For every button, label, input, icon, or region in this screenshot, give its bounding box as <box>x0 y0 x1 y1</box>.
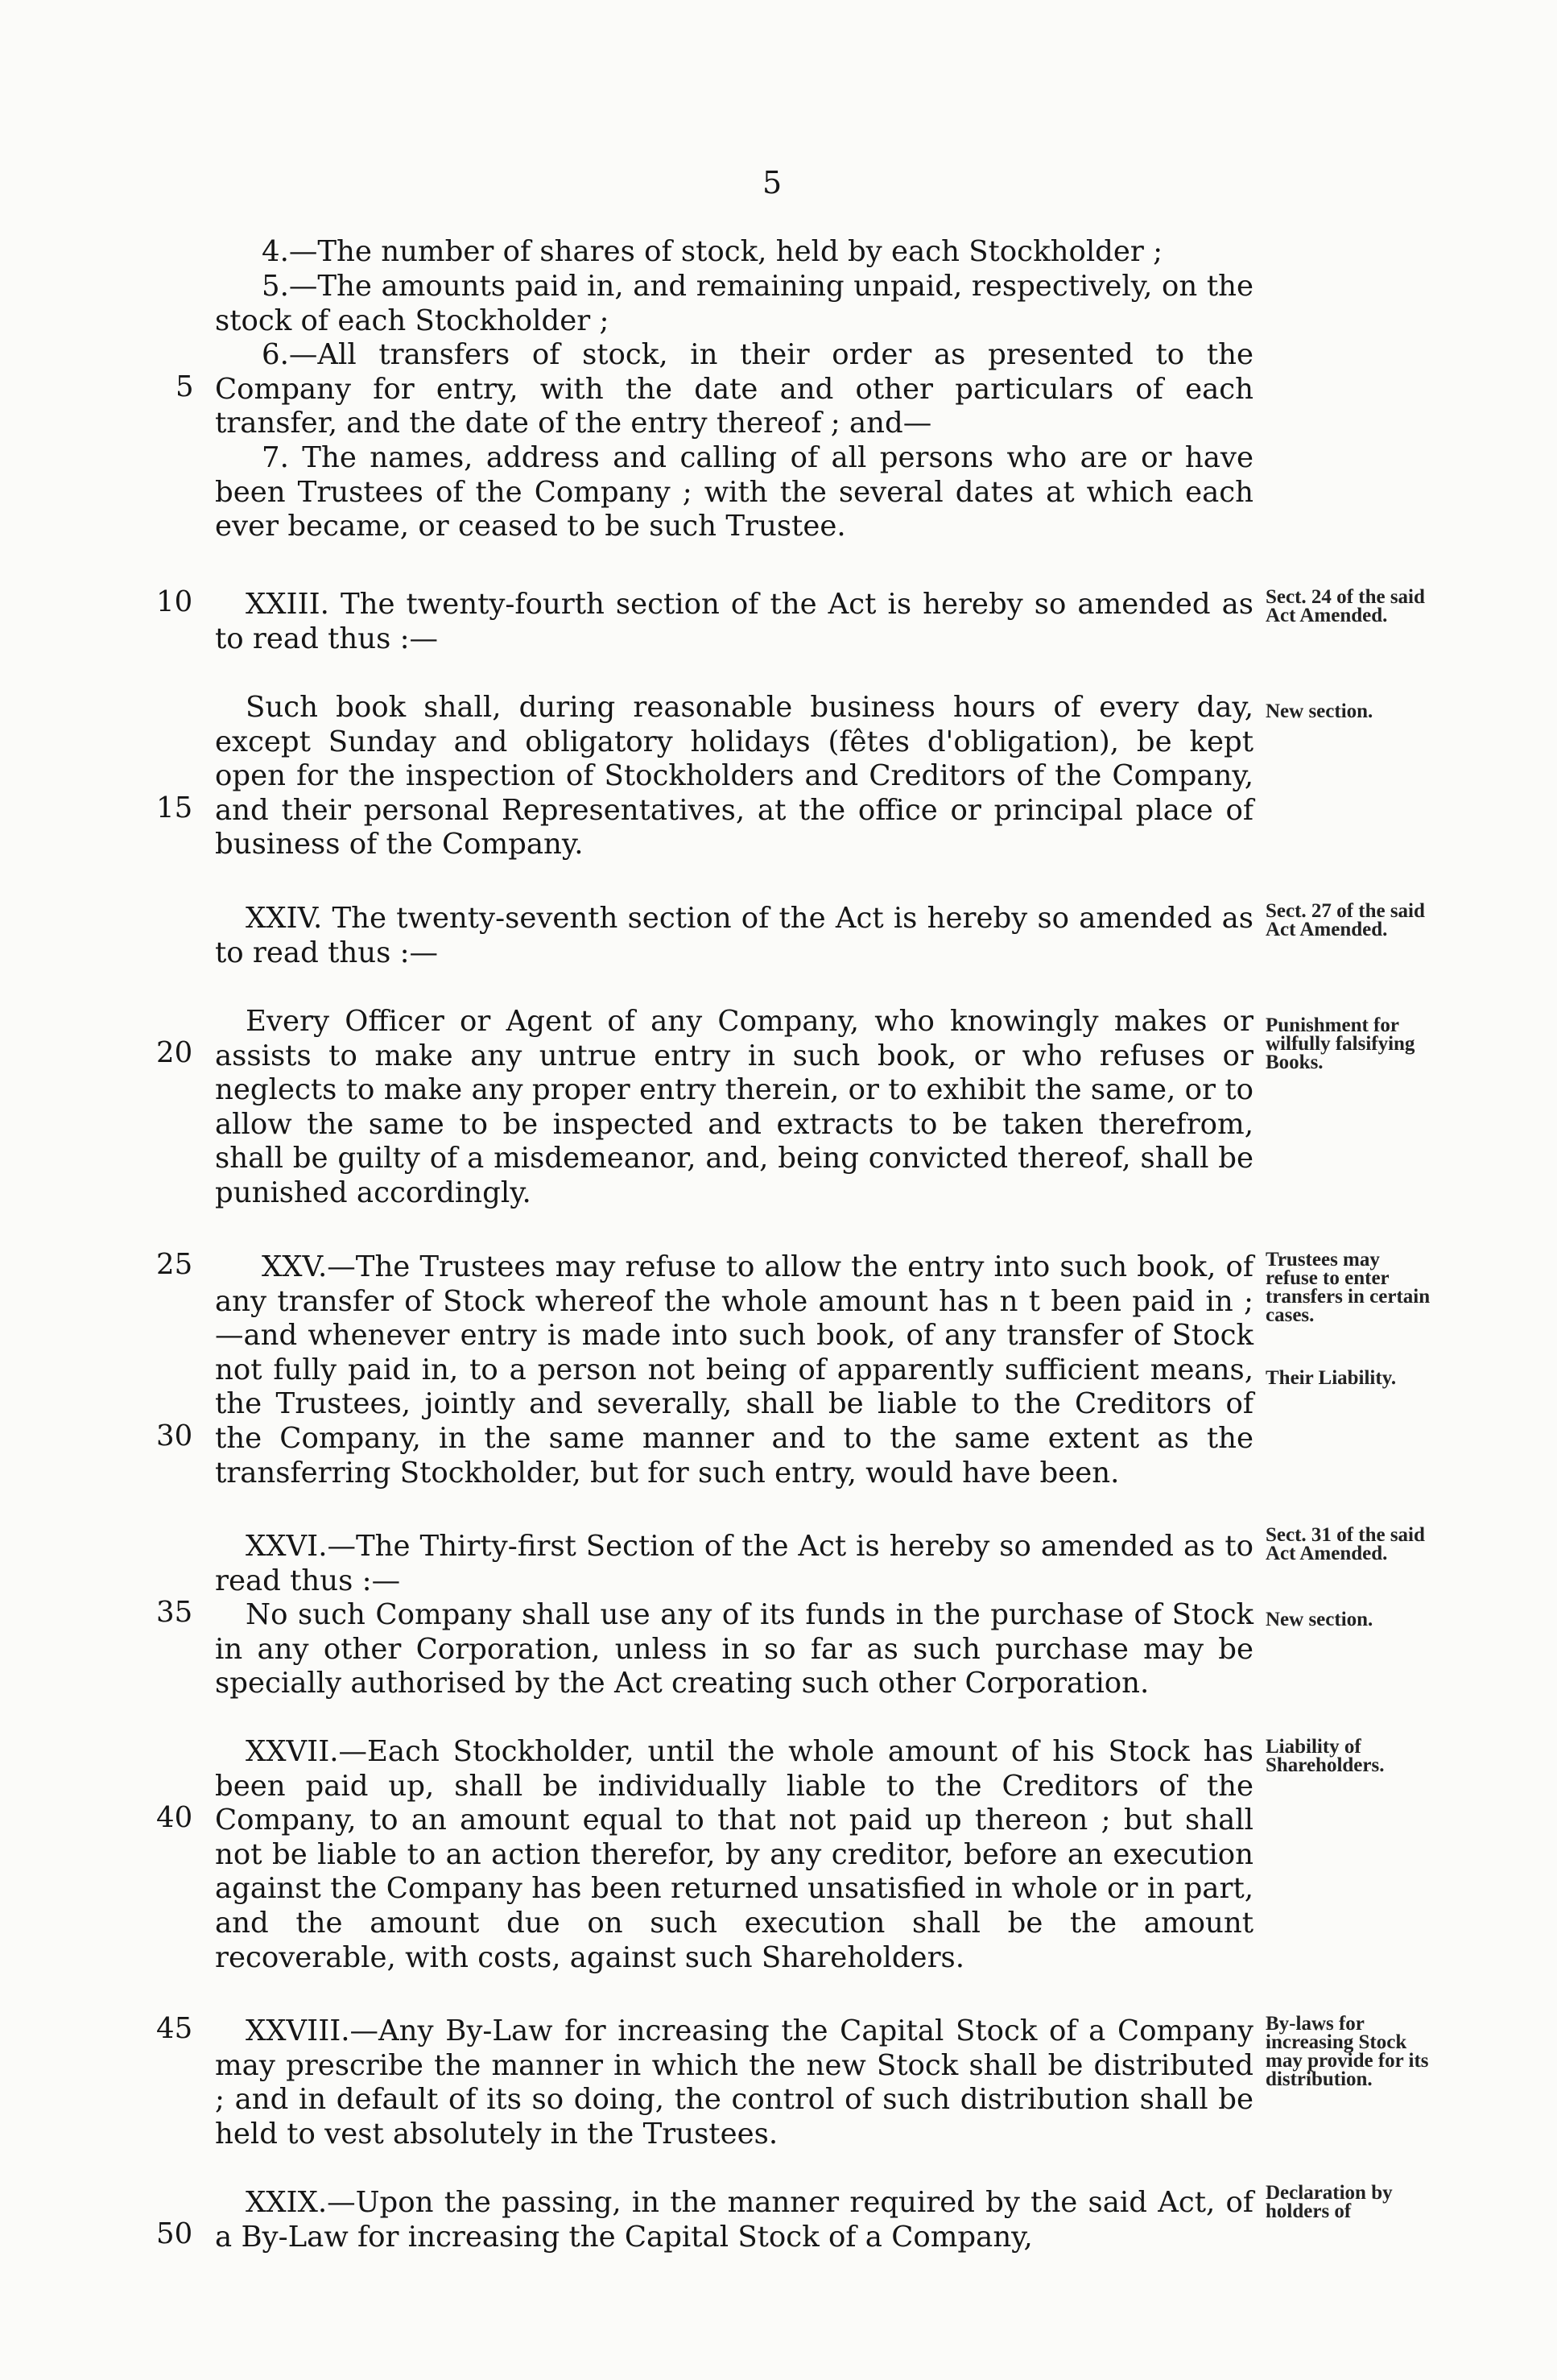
section-xxvii: XXVII.—Each Stockholder, until the whole amount of his Stock has been paid up, shall be individually liable to the Creditors of the Company, to an amount equal to that not paid up thereon ; but shall not be liable to an action therefor, by any creditor, before an execution against the Company has been returned unsatisfied in whole or in part, and the amount due on such execution shall be the amount recoverable, with costs, against such Shareholders. <box>215 1735 1253 1974</box>
section-xxiv-text: Every Officer or Agent of any Company, who knowingly makes or assists to make any untrue entry in such book, or who refuses or neglects to make any proper entry therein, or to exhibit the same, or to allow the same to be inspected and extracts to be taken therefrom, shall be guilty of a misdemeanor, and, being convicted thereof, shall be punished accordingly. <box>215 1005 1253 1209</box>
page-number: 5 <box>762 165 783 200</box>
line-number-35: 35 <box>156 1596 193 1629</box>
line-number-15: 15 <box>156 791 193 824</box>
line-number-5: 5 <box>176 370 194 403</box>
sidenote-sect-24: Sect. 24 of the said Act Amended. <box>1266 586 1425 626</box>
section-xxiv: XXIV. The twenty-seventh section of the Act is hereby so amended as to read thus :— <box>215 902 1253 969</box>
section-xxiii: XXIII. The twenty-fourth section of the Act is hereby so amended as to read thus :— <box>215 588 1253 655</box>
sidenote-trustees-may-refuse: Trustees may refuse to enter transfers in certain cases. <box>1266 1249 1431 1326</box>
section-xxv: XXV.—The Trustees may refuse to allow the entry into such book, of any transfer of Stock whereof the whole amount has n t been paid in ;—and whenever entry is made into such book, of any transfer of Stock not fully paid in, to a person not being of apparently sufficient means, the Trustees, jointly and severally, shall be liable to the Creditors of the Company, in the same manner and to the same extent as the transferring Stockholder, but for such entry, would have been. <box>215 1250 1253 1490</box>
section-xxvi-text: No such Company shall use any of its funds in the purchase of Stock in any other Corporation, unless in so far as such purchase may be specially authorised by the Act creating such other Corporation. <box>215 1598 1253 1700</box>
sidenote-sect-31: Sect. 31 of the said Act Amended. <box>1266 1524 1425 1564</box>
paragraph-item-7: 7. The names, address and calling of all persons who are or have been Trustees of the Company ; with the several dates at which each ever became, or ceased to be such Trustee. <box>215 441 1253 543</box>
line-number-10: 10 <box>156 585 193 618</box>
section-xxiii-text: Such book shall, during reasonable business hours of every day, except Sunday and obligatory holidays (fêtes d'obligation), be kept open for the inspection of Stockholders and Creditors of the Company, and their personal Representatives, at the office or principal place of business of the Company. <box>215 691 1253 862</box>
sidenote-declaration: Declaration by holders of <box>1266 2182 1393 2222</box>
line-number-30: 30 <box>156 1419 193 1452</box>
sidenote-by-laws: By-laws for increasing Stock may provide for its distribution. <box>1266 2013 1429 2090</box>
section-xxix: XXIX.—Upon the passing, in the manner required by the said Act, of a By-Law for increasing the Capital Stock of a Company, <box>215 2186 1253 2254</box>
line-number-45: 45 <box>156 2012 193 2045</box>
line-number-50: 50 <box>156 2217 193 2250</box>
sidenote-sect-27: Sect. 27 of the said Act Amended. <box>1266 900 1425 940</box>
paragraph-item-6: 6.—All transfers of stock, in their order as presented to the Company for entry, with the date and other particulars of each transfer, and the date of the entry thereof ; and— <box>215 338 1253 440</box>
line-number-25: 25 <box>156 1248 193 1281</box>
section-xxviii: XXVIII.—Any By-Law for increasing the Capital Stock of a Company may prescribe the manner in which the new Stock shall be distributed ; and in default of its so doing, the control of such distribution shall be held to vest absolutely in the Trustees. <box>215 2014 1253 2151</box>
paragraph-item-5: 5.—The amounts paid in, and remaining unpaid, respectively, on the stock of each Stockholder ; <box>215 270 1253 337</box>
sidenote-liability-shareholders: Liability of Shareholders. <box>1266 1736 1385 1776</box>
sidenote-punishment: Punishment for wilfully falsifying Books. <box>1266 1014 1415 1073</box>
paragraph-item-4: 4.—The number of shares of stock, held by each Stockholder ; <box>262 235 1163 268</box>
sidenote-new-section: New section. <box>1266 700 1373 722</box>
line-number-20: 20 <box>156 1036 193 1069</box>
sidenote-their-liability: Their Liability. <box>1266 1367 1397 1389</box>
section-xxvi: XXVI.—The Thirty-first Section of the Act is hereby so amended as to read thus :— <box>215 1530 1253 1597</box>
line-number-40: 40 <box>156 1801 193 1834</box>
sidenote-new-section-2: New section. <box>1266 1609 1373 1630</box>
